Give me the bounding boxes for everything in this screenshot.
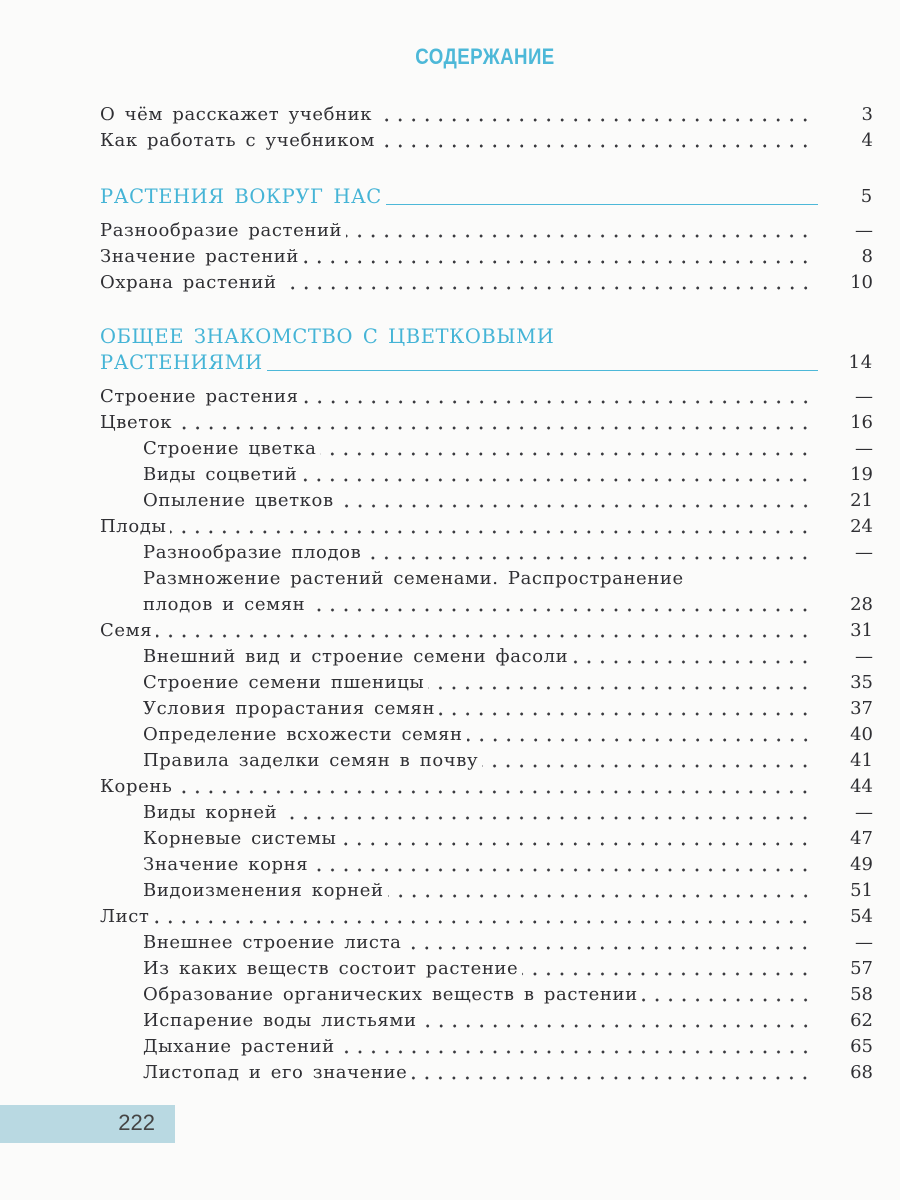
toc-entry-title: Строение растения [100, 386, 299, 407]
toc-section-heading[interactable] [100, 324, 873, 350]
toc-entry[interactable] [100, 670, 873, 696]
toc-page-number: 24 [850, 516, 873, 537]
toc-entry-title: Строение семени пшеницы [143, 672, 425, 693]
toc-page-number: — [855, 932, 873, 953]
toc-entry[interactable] [100, 748, 873, 774]
toc-entry-title: Значение растений [100, 246, 300, 267]
toc-entry[interactable] [100, 982, 873, 1008]
toc-entry[interactable] [100, 722, 873, 748]
toc-page-number: 47 [850, 828, 873, 849]
dot-leader [379, 128, 812, 154]
toc-entry[interactable] [100, 644, 873, 670]
toc-entry-title: Внешний вид и строение семени фасоли [143, 646, 569, 667]
toc-entry[interactable] [100, 462, 873, 488]
toc-page-number: 54 [850, 906, 873, 927]
toc-entry[interactable] [100, 904, 873, 930]
toc-page-number: 44 [850, 776, 873, 797]
toc-entry[interactable] [100, 488, 873, 514]
toc-page-number: 8 [861, 246, 873, 267]
toc-entry[interactable] [100, 878, 873, 904]
toc-page-number: 3 [861, 104, 873, 125]
toc-section-heading[interactable] [100, 350, 873, 376]
toc-entry-title: Плоды [100, 516, 167, 537]
toc-entry-title: Дыхание растений [143, 1036, 335, 1057]
toc-entry-title: Правила заделки семян в почву [143, 750, 479, 771]
section-rule [267, 370, 818, 371]
toc-page-number: 31 [850, 620, 873, 641]
toc-entry-title: Виды корней [143, 802, 278, 823]
toc-entry-title: О чём расскажет учебник [100, 104, 373, 125]
toc-entry[interactable] [100, 514, 873, 540]
toc-entry-title: Корневые системы [143, 828, 337, 849]
toc-entry[interactable] [100, 592, 873, 618]
toc-entry-title: Разнообразие плодов [143, 542, 362, 563]
dot-leader [281, 800, 812, 826]
dot-leader [482, 748, 812, 774]
toc-entry-title: Как работать с учебником [100, 130, 375, 151]
page-number-bar [0, 1105, 175, 1143]
section-rule [386, 204, 818, 205]
dot-leader [339, 1034, 812, 1060]
toc-entry-title: Опыление цветков [143, 490, 334, 511]
toc-page-number: 57 [850, 958, 873, 979]
toc-page-number: 5 [860, 186, 873, 207]
dot-leader [421, 1008, 812, 1034]
dot-leader [467, 722, 812, 748]
toc-entry[interactable] [100, 540, 873, 566]
page-title: СОДЕРЖАНИЕ [415, 44, 555, 69]
toc-entry-title: Значение корня [143, 854, 309, 875]
dot-leader [365, 540, 812, 566]
dot-leader [439, 696, 812, 722]
dot-leader [303, 244, 812, 270]
toc-entry[interactable] [100, 800, 873, 826]
dot-leader [428, 670, 812, 696]
toc-page-number: 49 [850, 854, 873, 875]
toc-page-number: 65 [850, 1036, 873, 1057]
toc-entry[interactable] [100, 384, 873, 410]
toc-page-number: 58 [850, 984, 873, 1005]
toc-entry[interactable] [100, 244, 873, 270]
toc-entry[interactable] [100, 102, 873, 128]
toc-page-number: 62 [850, 1010, 873, 1031]
toc-entry[interactable] [100, 826, 873, 852]
dot-leader [156, 618, 812, 644]
toc-entry-title: Строение цветка [143, 438, 317, 459]
toc-page-number: — [855, 542, 873, 563]
dot-leader [153, 904, 812, 930]
toc-entry[interactable] [100, 1008, 873, 1034]
dot-leader [176, 410, 812, 436]
toc-entry-title: Размножение растений семенами. Распространение [143, 568, 684, 589]
toc-entry-title: Лист [100, 906, 150, 927]
table-of-contents [100, 102, 873, 1086]
dot-leader [376, 102, 812, 128]
toc-page-number: 51 [850, 880, 873, 901]
dot-leader [176, 774, 812, 800]
page-number: 222 [118, 1110, 155, 1135]
toc-entry[interactable] [100, 436, 873, 462]
dot-leader [301, 462, 812, 488]
toc-page-number: 14 [848, 352, 873, 373]
dot-leader [340, 826, 812, 852]
toc-page-number: 28 [850, 594, 873, 615]
toc-page-number: 21 [850, 490, 873, 511]
toc-entry-title: Внешнее строение листа [143, 932, 402, 953]
toc-page-number: — [855, 646, 873, 667]
toc-entry[interactable] [100, 1060, 873, 1086]
dot-leader [303, 384, 812, 410]
toc-page-number: 68 [850, 1062, 873, 1083]
toc-page-number: — [855, 220, 873, 241]
dot-leader [281, 270, 812, 296]
toc-entry[interactable] [100, 270, 873, 296]
toc-page-number: — [855, 386, 873, 407]
dot-leader [170, 514, 812, 540]
toc-page-number: 35 [850, 672, 873, 693]
toc-entry-title: Условия прорастания семян [143, 698, 436, 719]
toc-entry-title: Видоизменения корней [143, 880, 384, 901]
toc-entry-title: Из каких веществ состоит растение [143, 958, 519, 979]
toc-entry-title: Цветок [100, 412, 173, 433]
toc-entry-title: плодов и семян [143, 594, 306, 615]
toc-page-number: 19 [850, 464, 873, 485]
dot-leader [522, 956, 812, 982]
toc-entry-title: РАСТЕНИЯМИ [100, 351, 263, 374]
toc-entry[interactable] [100, 852, 873, 878]
dot-leader [312, 852, 812, 878]
toc-page-number: 41 [850, 750, 873, 771]
toc-entry-title: Семя [100, 620, 153, 641]
dot-leader [309, 592, 812, 618]
dot-leader [338, 488, 812, 514]
toc-entry-title: Охрана растений [100, 272, 277, 293]
toc-entry-title: Корень [100, 776, 173, 797]
dot-leader [572, 644, 812, 670]
toc-entry-title: Виды соцветий [143, 464, 298, 485]
dot-leader [320, 436, 812, 462]
toc-page-number: 10 [850, 272, 873, 293]
toc-entry[interactable] [100, 956, 873, 982]
toc-entry-title: Определение всхожести семян [143, 724, 463, 745]
toc-entry[interactable] [100, 566, 873, 592]
toc-entry-title: Разнообразие растений [100, 220, 343, 241]
toc-entry[interactable] [100, 618, 873, 644]
toc-entry-title: Образование органических веществ в растении [143, 984, 638, 1005]
toc-entry[interactable] [100, 696, 873, 722]
dot-leader [642, 982, 812, 1008]
toc-page-number: 16 [850, 412, 873, 433]
toc-page-number: — [855, 802, 873, 823]
toc-entry-title: РАСТЕНИЯ ВОКРУГ НАС [100, 185, 382, 208]
toc-page-number: 4 [861, 130, 873, 151]
dot-leader [388, 878, 812, 904]
toc-entry[interactable] [100, 1034, 873, 1060]
toc-entry[interactable] [100, 774, 873, 800]
dot-leader [346, 218, 812, 244]
toc-entry[interactable] [100, 410, 873, 436]
toc-page-number: — [855, 438, 873, 459]
toc-entry[interactable] [100, 930, 873, 956]
toc-page-number: 40 [850, 724, 873, 745]
toc-entry-title: Листопад и его значение [143, 1062, 408, 1083]
toc-entry-title: Испарение воды листьями [143, 1010, 417, 1031]
toc-entry[interactable] [100, 128, 873, 154]
toc-entry[interactable] [100, 218, 873, 244]
dot-leader [411, 1060, 812, 1086]
toc-section-heading[interactable] [100, 184, 873, 210]
toc-page-number: 37 [850, 698, 873, 719]
toc-entry-title: ОБЩЕЕ ЗНАКОМСТВО С ЦВЕТКОВЫМИ [100, 325, 555, 348]
dot-leader [405, 930, 812, 956]
